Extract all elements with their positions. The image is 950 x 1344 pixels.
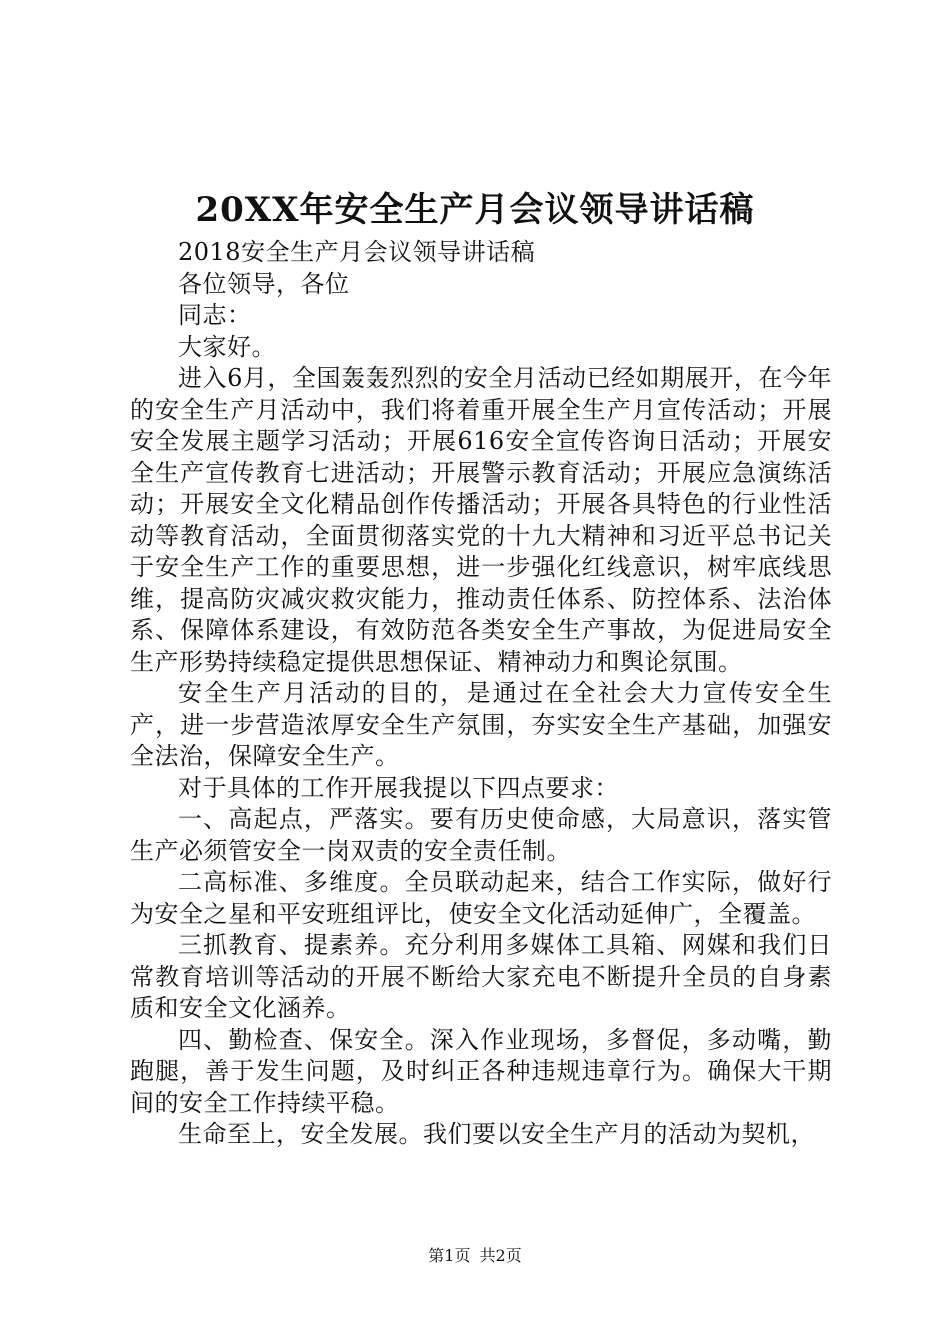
paragraph-requirements-lead: 对于具体的工作开展我提以下四点要求： xyxy=(178,773,619,802)
paragraph-salutation: 各位领导，各位 xyxy=(178,269,350,298)
paragraph-requirement-4: 四、勤检查、保安全。深入作业现场，多督促，多动嘴，勤跑腿，善于发生问题，及时纠正各种违规违章行为。确保大干期间的安全工作持续平稳。 xyxy=(130,1025,832,1117)
paragraph-greeting: 大家好。 xyxy=(178,332,276,361)
document-body xyxy=(130,237,832,1151)
page-footer xyxy=(0,1244,950,1268)
paragraph-salutation-cont: 同志： xyxy=(178,301,252,329)
paragraph-purpose: 安全生产月活动的目的，是通过在全社会大力宣传安全生产，进一步营造浓厚安全生产氛围，夯实安全生产基础，加强安全法治，保障安全生产。 xyxy=(130,679,832,770)
page-total: 共2页 xyxy=(479,1246,522,1265)
paragraph-requirement-2: 二高标准、多维度。全员联动起来，结合工作实际，做好行为安全之星和平安班组评比，使安全文化活动延伸广，全覆盖。 xyxy=(130,868,832,928)
paragraph-requirement-1: 一、高起点，严落实。要有历史使命感，大局意识，落实管生产必须管安全一岗双责的安全责任制。 xyxy=(130,805,832,865)
page-number: 第1页 xyxy=(428,1246,471,1265)
paragraph-closing: 生命至上，安全发展。我们要以安全生产月的活动为契机， xyxy=(178,1120,815,1148)
paragraph-subtitle: 2018安全生产月会议领导讲话稿 xyxy=(178,238,536,266)
paragraph-intro: 进入6月，全国轰轰烈烈的安全月活动已经如期展开，在今年的安全生产月活动中，我们将着重开展全生产月宣传活动；开展安全发展主题学习活动；开展616安全宣传咨询日活动；开展安全生产宣传教育七进活动；开展警示教育活动；开展应急演练活动；开展安全文化精品创作传播活动；开展各具特色的行业性活动等教育活动，全面贯彻落实党的十九大精神和习近平总书记关于安全生产工作的重要思想，进一步强化红线意识，树牢底线思维，提高防灾减灾救灾能力，推动责任体系、防控体系、法治体系、保障体系建设，有效防范各类安全生产事故，为促进局安全生产形势持续稳定提供思想保证、精神动力和舆论氛围。 xyxy=(130,364,832,676)
document-title: 20XX年安全生产月会议领导讲话稿 xyxy=(195,190,755,230)
paragraph-requirement-3: 三抓教育、提素养。充分利用多媒体工具箱、网媒和我们日常教育培训等活动的开展不断给大家充电不断提升全员的自身素质和安全文化涵养。 xyxy=(130,931,832,1022)
